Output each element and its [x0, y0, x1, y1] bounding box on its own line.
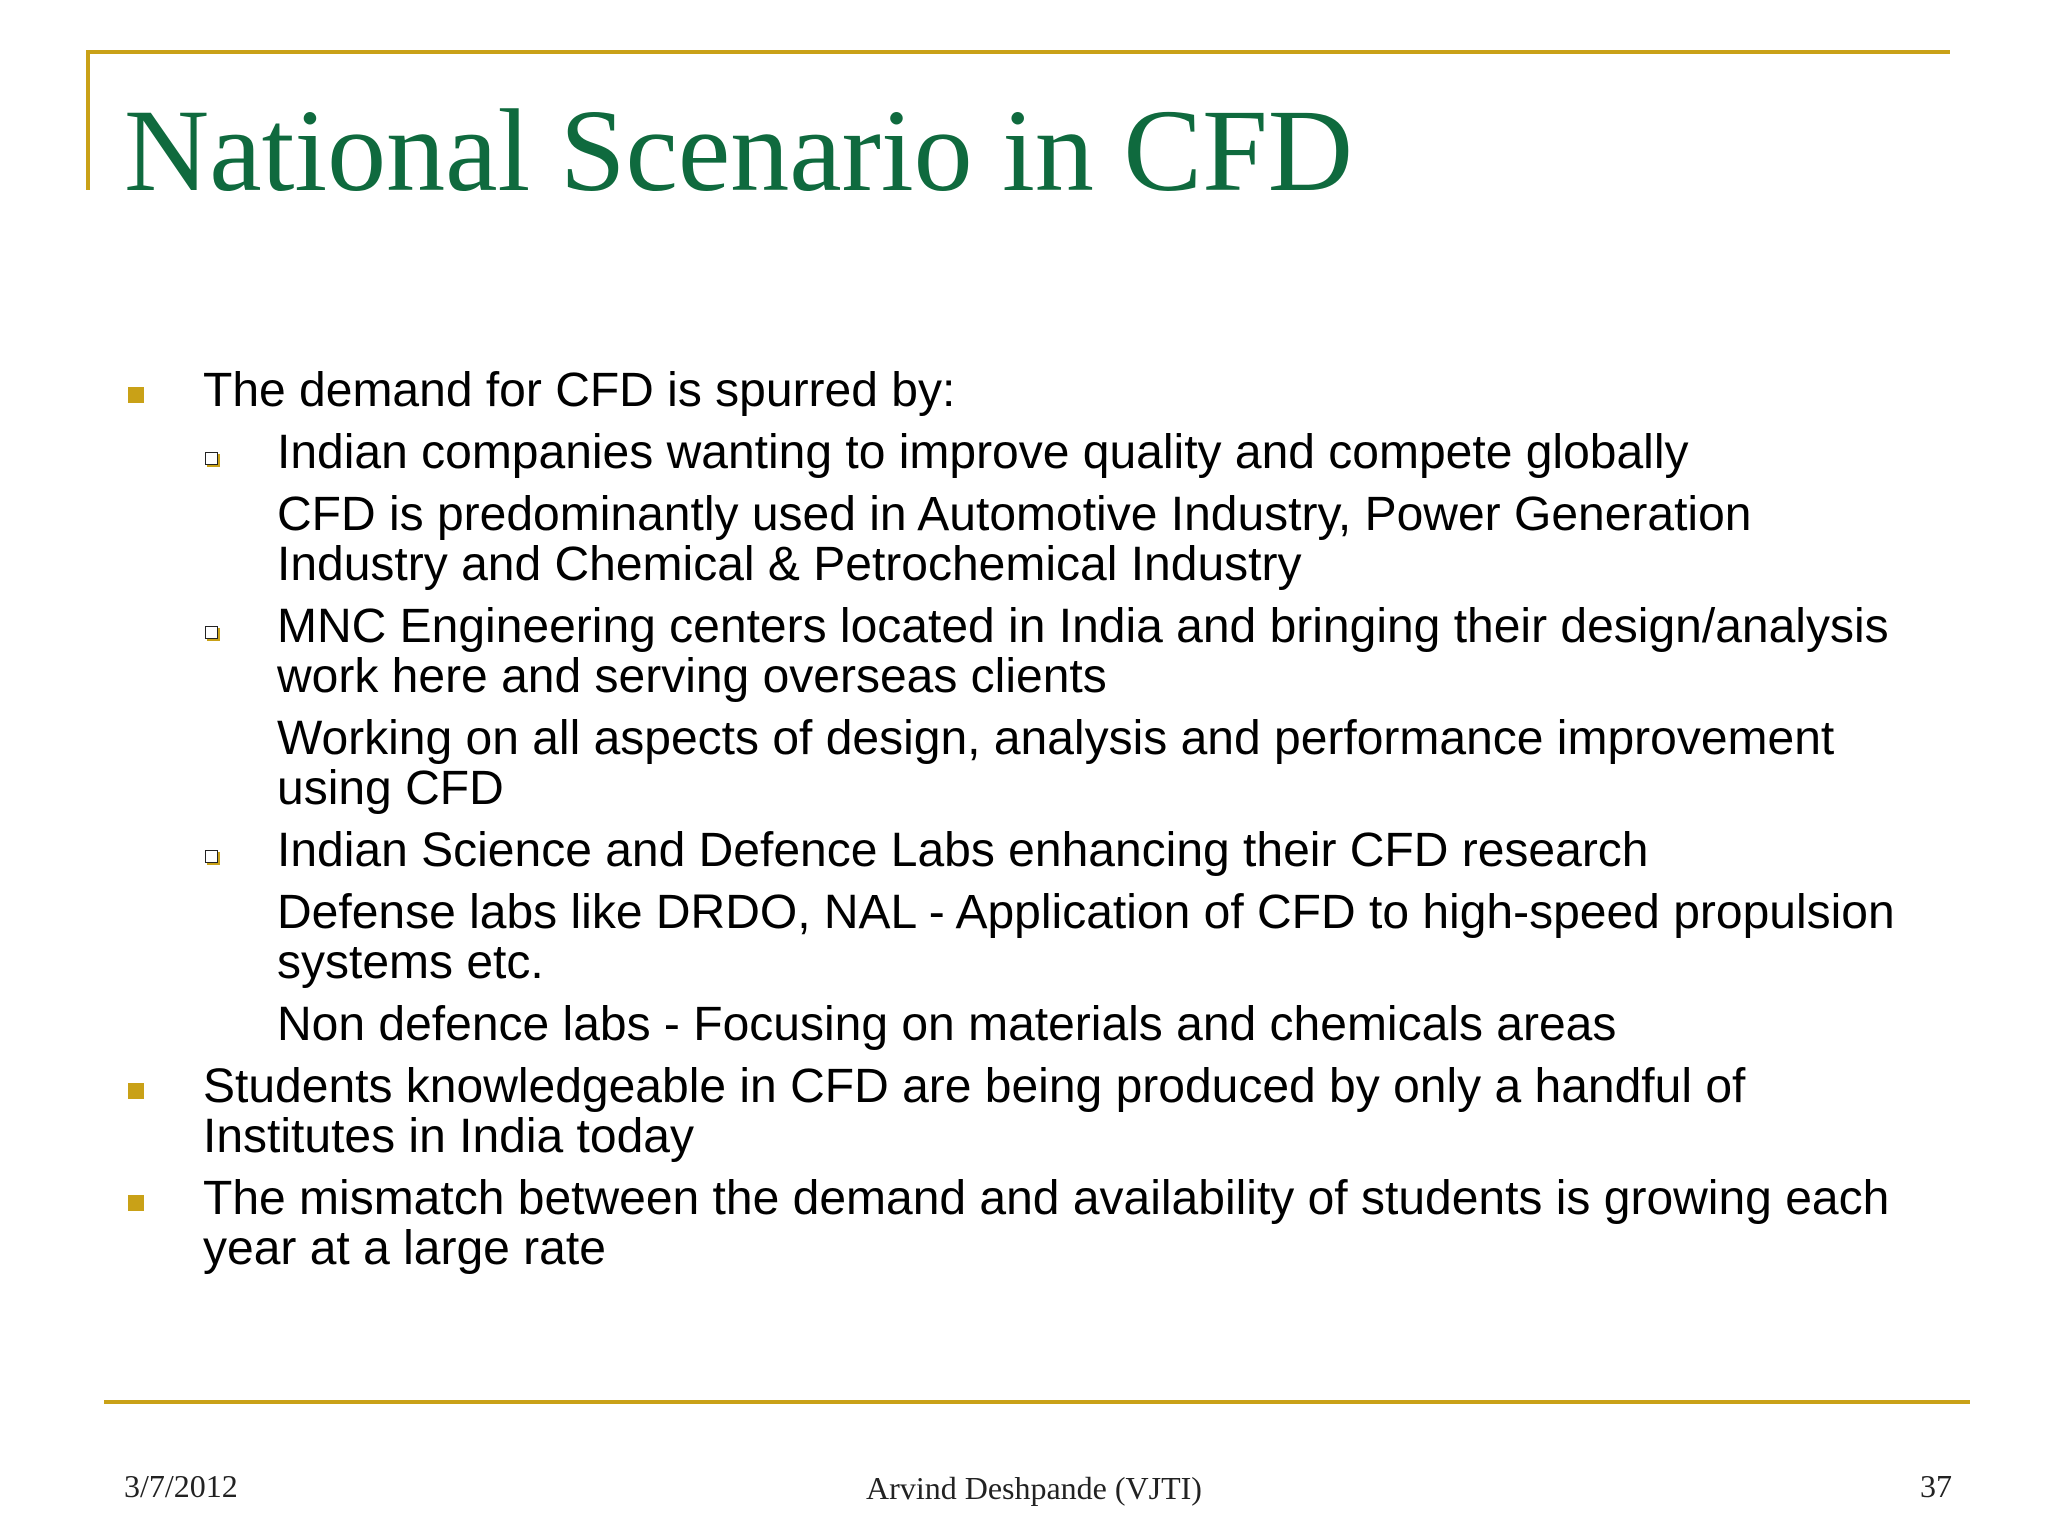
bullet-demand	[0, 366, 1903, 416]
square-bullet-icon	[128, 1083, 144, 1099]
bottom-rule	[104, 1400, 1970, 1404]
hollow-square-bullet-icon	[205, 626, 218, 639]
note-non-defence-labs: Non defence labs - Focusing on materials and chemicals areas	[277, 998, 1617, 1051]
bullet-mismatch	[0, 1174, 1903, 1274]
sub-bullet-text: MNC Engineering centers located in India and bringing their design/analysis work here and serving overseas clients	[277, 600, 1889, 703]
left-rule	[86, 50, 90, 190]
hollow-square-bullet-icon	[205, 850, 218, 863]
bullet-text: The demand for CFD is spurred by:	[203, 364, 956, 417]
slide-title: National Scenario in CFD	[124, 85, 1353, 216]
bullet-text: The mismatch between the demand and availability of students is growing each year at a large rate	[203, 1172, 1890, 1275]
square-bullet-icon	[128, 1195, 144, 1211]
top-rule	[86, 50, 1950, 54]
bullet-students	[0, 1062, 1903, 1162]
sub-bullet-text: Indian companies wanting to improve quality and compete globally	[277, 426, 1689, 479]
footer-author: Arvind Deshpande (VJTI)	[866, 1470, 1202, 1506]
hollow-square-bullet-icon	[205, 452, 218, 465]
sub-bullet-indian-companies	[0, 428, 1917, 478]
slide-body	[0, 366, 2048, 1274]
sub-bullet-defence-labs	[0, 826, 1917, 876]
sub-bullet-text: Indian Science and Defence Labs enhancing their CFD research	[277, 824, 1649, 877]
square-bullet-icon	[128, 387, 144, 403]
sub-bullet-mnc-centers	[0, 602, 1917, 702]
bullet-text: Students knowledgeable in CFD are being produced by only a handful of Institutes in India today	[203, 1060, 1746, 1163]
footer-date: 3/7/2012	[124, 1468, 238, 1504]
note-automotive: CFD is predominantly used in Automotive Industry, Power Generation Industry and Chemical & Petrochemical Industry	[277, 488, 1752, 591]
note-design-analysis: Working on all aspects of design, analysis and performance improvement using CFD	[277, 712, 1835, 815]
page-number: 37	[1920, 1468, 1952, 1504]
note-defense-labs: Defense labs like DRDO, NAL - Application of CFD to high-speed propulsion systems etc.	[277, 886, 1895, 989]
